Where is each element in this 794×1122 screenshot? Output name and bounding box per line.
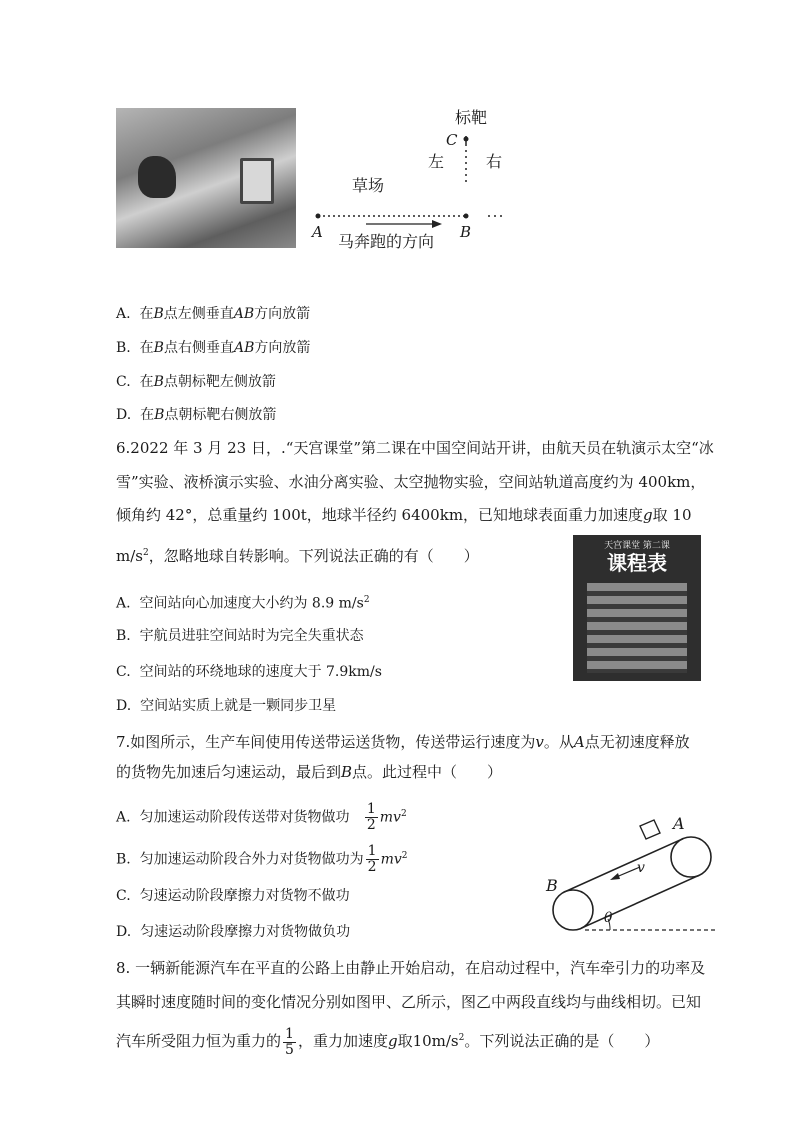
horse-archery-photo (116, 108, 296, 248)
q6-option-a: A. 空间站向心加速度大小约为 8.9 $m/s^2$ (116, 595, 370, 612)
poster-rows (587, 583, 687, 673)
q6-stem-line1: 6.2022 年 3 月 23 日，.“天宫课堂”第二课在中国空间站开讲，由航天员在轨演示太空“冰 (116, 439, 714, 457)
conveyor-belt-diagram (540, 805, 720, 940)
direction-arrow-head (432, 220, 442, 228)
q8-stem-line1: 8. 一辆新能源汽车在平直的公路上由静止开始启动，在启动过程中，汽车牵引力的功率及 (116, 959, 706, 977)
cargo-box (640, 820, 660, 839)
q8-stem-line2: 其瞬时速度随时间的变化情况分别如图甲、乙所示，图乙中两段直线均与曲线相切。已知 (116, 993, 702, 1011)
pulley-b (553, 890, 593, 930)
q6-option-d: D. 空间站实质上就是一颗同步卫星 (116, 698, 337, 714)
poster-header: 天宫课堂 第二课 (604, 541, 670, 551)
q8-stem-line3: 汽车所受阻力恒为重力的 $\frac{1}{5}$ ，重力加速度g取$10m/s^2$。下列说法正确的是（ ） (116, 1025, 660, 1058)
left-label: 左 (428, 152, 445, 171)
q5-option-d: D. 在B点朝标靶右侧放箭 (116, 407, 277, 423)
q6-option-b: B. 宇航员进驻空间站时为完全失重状态 (116, 628, 364, 644)
point-b-dot (464, 214, 469, 219)
field-label: 草场 (352, 176, 385, 195)
fig-theta-label: θ (604, 910, 613, 926)
q6-stem-line2: 雪”实验、液桥演示实验、水油分离实验、太空抛物实验，空间站轨道高度约为 400km， (116, 473, 706, 491)
q7-option-a: A. 匀加速运动阶段传送带对货物做功 $\frac{1}{2}$ $mv^2$ (116, 801, 407, 834)
rider-silhouette-icon (138, 156, 176, 198)
poster-title: 课程表 (607, 551, 667, 575)
q7-stem-line1: 7.如图所示，生产车间使用传送带运送货物，传送带运行速度为v。从A点无初速度释放 (116, 733, 690, 751)
q7-option-d: D. 匀速运动阶段摩擦力对货物做负功 (116, 924, 351, 940)
q5-option-b: B. 在B点右侧垂直AB方向放箭 (116, 340, 311, 356)
target-board-icon (240, 158, 274, 204)
fig-b-label: B (546, 876, 558, 895)
belt-top (565, 839, 683, 892)
q6-option-c: C. 空间站的环绕地球的速度大于 7.9km/s (116, 664, 382, 680)
velocity-arrow-head (610, 873, 620, 880)
q7-b-fraction: $\frac{1}{2}$ (367, 843, 377, 876)
point-c-label: C (446, 131, 458, 149)
q5-option-a: A. 在B点左侧垂直AB方向放箭 (116, 306, 311, 322)
q5-option-c: C. 在B点朝标靶左侧放箭 (116, 374, 276, 390)
point-a-dot (316, 214, 321, 219)
right-label: 右 (486, 152, 503, 171)
pulley-a (671, 837, 711, 877)
q6-stem-line3: 倾角约 42°，总重量约 100t，地球半径约 6400km，已知地球表面重力加速度g取 10 (116, 506, 692, 524)
fig-a-label: A (673, 814, 685, 833)
course-schedule-poster (573, 535, 701, 681)
target-label: 标靶 (455, 108, 488, 127)
q6-stem-line4: $m/s^2$，忽略地球自转影响。下列说法正确的有（ ） (116, 547, 479, 565)
belt-bottom (581, 875, 699, 928)
fig-v-label: v (637, 860, 645, 876)
point-b-label: B (460, 223, 472, 241)
direction-label: 马奔跑的方向 (338, 232, 435, 251)
q8-fraction: $\frac{1}{5}$ (285, 1025, 294, 1058)
q7-option-b: B. 匀加速运动阶段合外力对货物做功为 $\frac{1}{2}$ $mv^2$ (116, 843, 408, 876)
point-a-label: A (312, 223, 323, 241)
q7-a-fraction: $\frac{1}{2}$ (366, 801, 376, 834)
q7-stem-line2: 的货物先加速后匀速运动，最后到B点。此过程中（ ） (116, 763, 503, 781)
q7-option-c: C. 匀速运动阶段摩擦力对货物不做功 (116, 888, 350, 904)
